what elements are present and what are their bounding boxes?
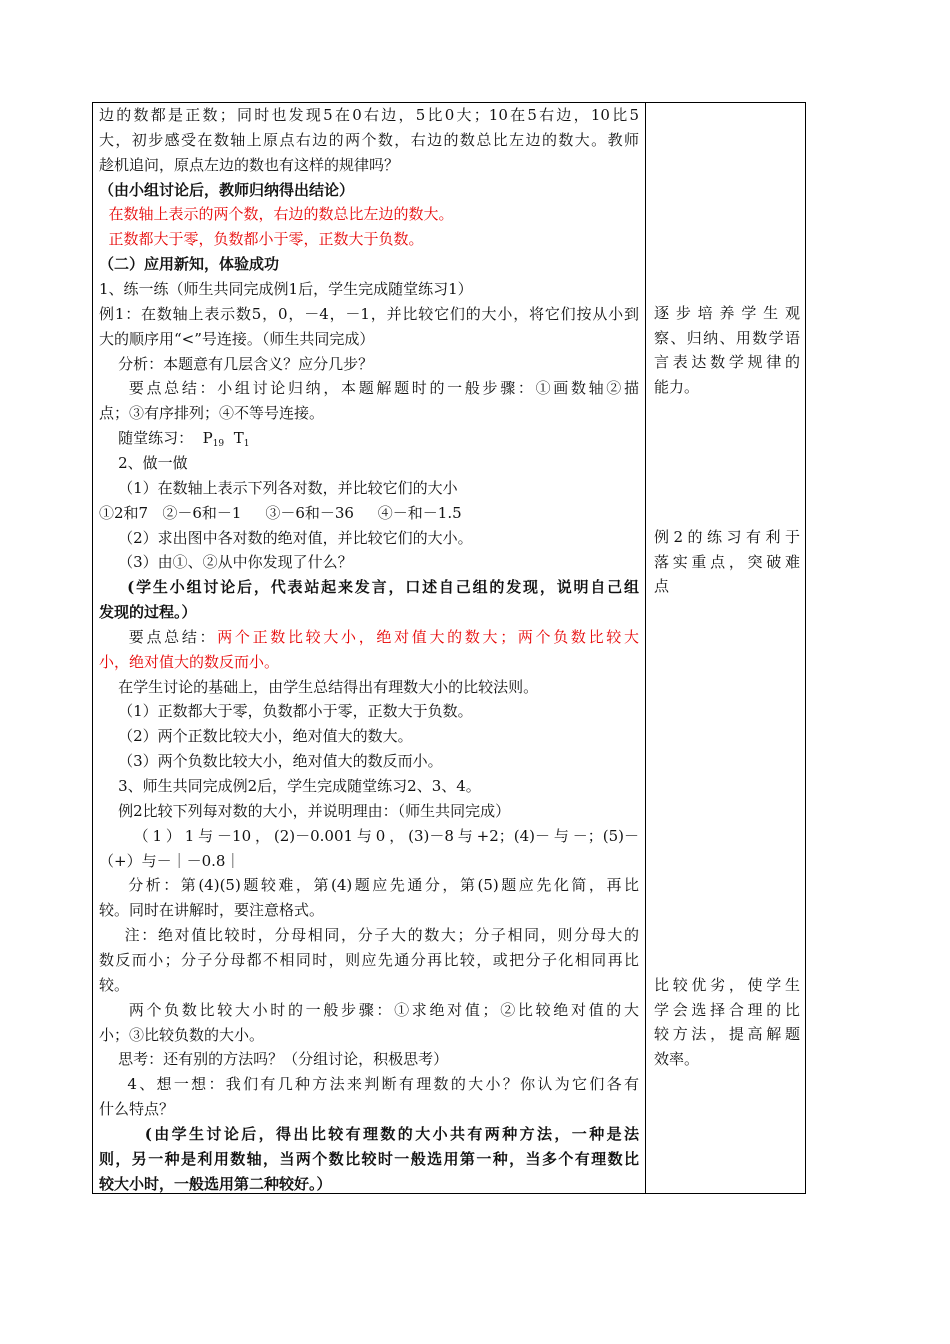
text-line: 发现的过程。） [99, 603, 197, 621]
text-line [99, 426, 249, 450]
note-line: 例2的练习有利于 [654, 528, 800, 546]
text-line: 则，另一种是利用数轴，当两个数比较时一般选用第一种，当多个有理数比 [99, 1149, 639, 1168]
text-line: (由学生讨论后，得出比较有理数的大小共有两种方法，一种是法 [99, 1124, 639, 1143]
text-line: 在学生讨论的基础上，由学生总结得出有理数大小的比较法则。 [99, 677, 539, 696]
text-line: 较。同时在讲解时，要注意格式。 [99, 901, 325, 920]
task-label: T [224, 429, 244, 448]
text-line: （1）正数都大于零，负数都小于零，正数大于负数。 [99, 702, 473, 721]
text-line: 3、师生共同完成例2后，学生完成随堂练习2、3、4。 [99, 777, 481, 795]
text-line: 思考：还有别的方法吗？（分组讨论，积极思考） [99, 1050, 449, 1069]
text-line: 小，绝对值大的数反而小。 [99, 652, 280, 671]
text-line: 两个负数比较大小时的一般步骤：①求绝对值；②比较绝对值的大 [99, 1000, 639, 1019]
text-line: 小；③比较负数的大小。 [99, 1025, 265, 1044]
note-line: 学会选择合理的比 [654, 1000, 800, 1019]
text-line: （1）1与－10，(2)－0.001与0，(3)－8与+2；(4)－与－；(5)－ [99, 826, 639, 845]
text-line [99, 625, 639, 649]
note-line: 点 [654, 577, 670, 595]
text-line: （1）在数轴上表示下列各对数，并比较它们的大小 [99, 478, 458, 497]
note-line: 效率。 [654, 1049, 700, 1068]
text-line: （3）由①、②从中你发现了什么？ [99, 553, 353, 572]
practice-label: 随堂练习： P [99, 429, 213, 448]
summary-label: 要点总结： [99, 627, 218, 646]
page-number: 19 [212, 439, 225, 450]
text-line: 大，初步感受在数轴上原点右边的两个数，右边的数总比左边的数大。教师 [99, 130, 639, 149]
task-number: 1 [243, 439, 250, 450]
lesson-table [92, 102, 806, 1194]
note-line: 比较优劣，使学生 [654, 976, 800, 994]
text-line: 注：绝对值比较时，分母相同，分子大的数大；分子相同，则分母大的 [99, 926, 639, 945]
text-line: 例1：在数轴上表示数5，0，－4，－1，并比较它们的大小，将它们按从小到 [99, 304, 639, 323]
text-line: 2、做一做 [99, 453, 188, 472]
text-line: （3）两个负数比较大小，绝对值大的数反而小。 [99, 752, 443, 771]
text-line: ①2和7 ②－6和－1 ③－6和－36 ④－和－1.5 [99, 503, 462, 522]
note-line: 能力。 [654, 377, 700, 396]
text-line: （2）两个正数比较大小，绝对值大的数大。 [99, 727, 413, 746]
text-line: （+）与－｜－0.8｜ [99, 851, 241, 870]
text-line: （二）应用新知，体验成功 [99, 255, 280, 274]
note-line: 落实重点，突破难 [654, 552, 800, 571]
text-line: 边的数都是正数；同时也发现5在0右边，5比0大；10在5右边，10比5 [99, 106, 639, 124]
text-line: 例2比较下列每对数的大小，并说明理由：（师生共同完成） [99, 801, 511, 820]
note-line: 言表达数学规律的 [654, 353, 800, 371]
text-line: 较。 [99, 975, 130, 994]
note-line: 较方法，提高解题 [654, 1025, 800, 1043]
text-line: 正数都大于零，负数都小于零，正数大于负数。 [99, 230, 424, 249]
text-line: 分析：本题意有几层含义？应分几步？ [99, 354, 374, 373]
note-line: 逐步培养学生观 [654, 304, 800, 322]
text-line: 4、想一想：我们有几种方法来判断有理数的大小？你认为它们各有 [99, 1075, 639, 1094]
text-line: 在数轴上表示的两个数，右边的数总比左边的数大。 [99, 205, 454, 224]
note-line: 察、归纳、用数学语 [654, 328, 800, 347]
text-line: 较大小时，一般选用第二种较好。） [99, 1174, 332, 1193]
text-line: （由小组讨论后，教师归纳得出结论） [99, 180, 355, 199]
text-line: 点；③有序排列；④不等号连接。 [99, 404, 325, 423]
text-line: 分析：第(4)(5)题较难，第(4)题应先通分，第(5)题应先化简，再比 [99, 876, 639, 895]
column-divider [645, 103, 646, 1193]
text-line: (学生小组讨论后，代表站起来发言，口述自己组的发现，说明自己组 [99, 578, 639, 597]
text-line: 要点总结：小组讨论归纳，本题解题时的一般步骤：①画数轴②描 [99, 379, 639, 398]
text-line: 趁机追问，原点左边的数也有这样的规律吗？ [99, 155, 400, 174]
summary-rule-red: 两个正数比较大小，绝对值大的数大；两个负数比较大 [217, 627, 639, 646]
text-line: 什么特点？ [99, 1100, 175, 1118]
text-line: 1、练一练（师生共同完成例1后，学生完成随堂练习1） [99, 280, 473, 298]
text-line: （2）求出图中各对数的绝对值，并比较它们的大小。 [99, 528, 473, 547]
text-line: 大的顺序用“<”号连接。（师生共同完成） [99, 329, 375, 348]
text-line: 数反而小；分子分母都不相同时，则应先通分再比较，或把分子化相同再比 [99, 950, 639, 969]
